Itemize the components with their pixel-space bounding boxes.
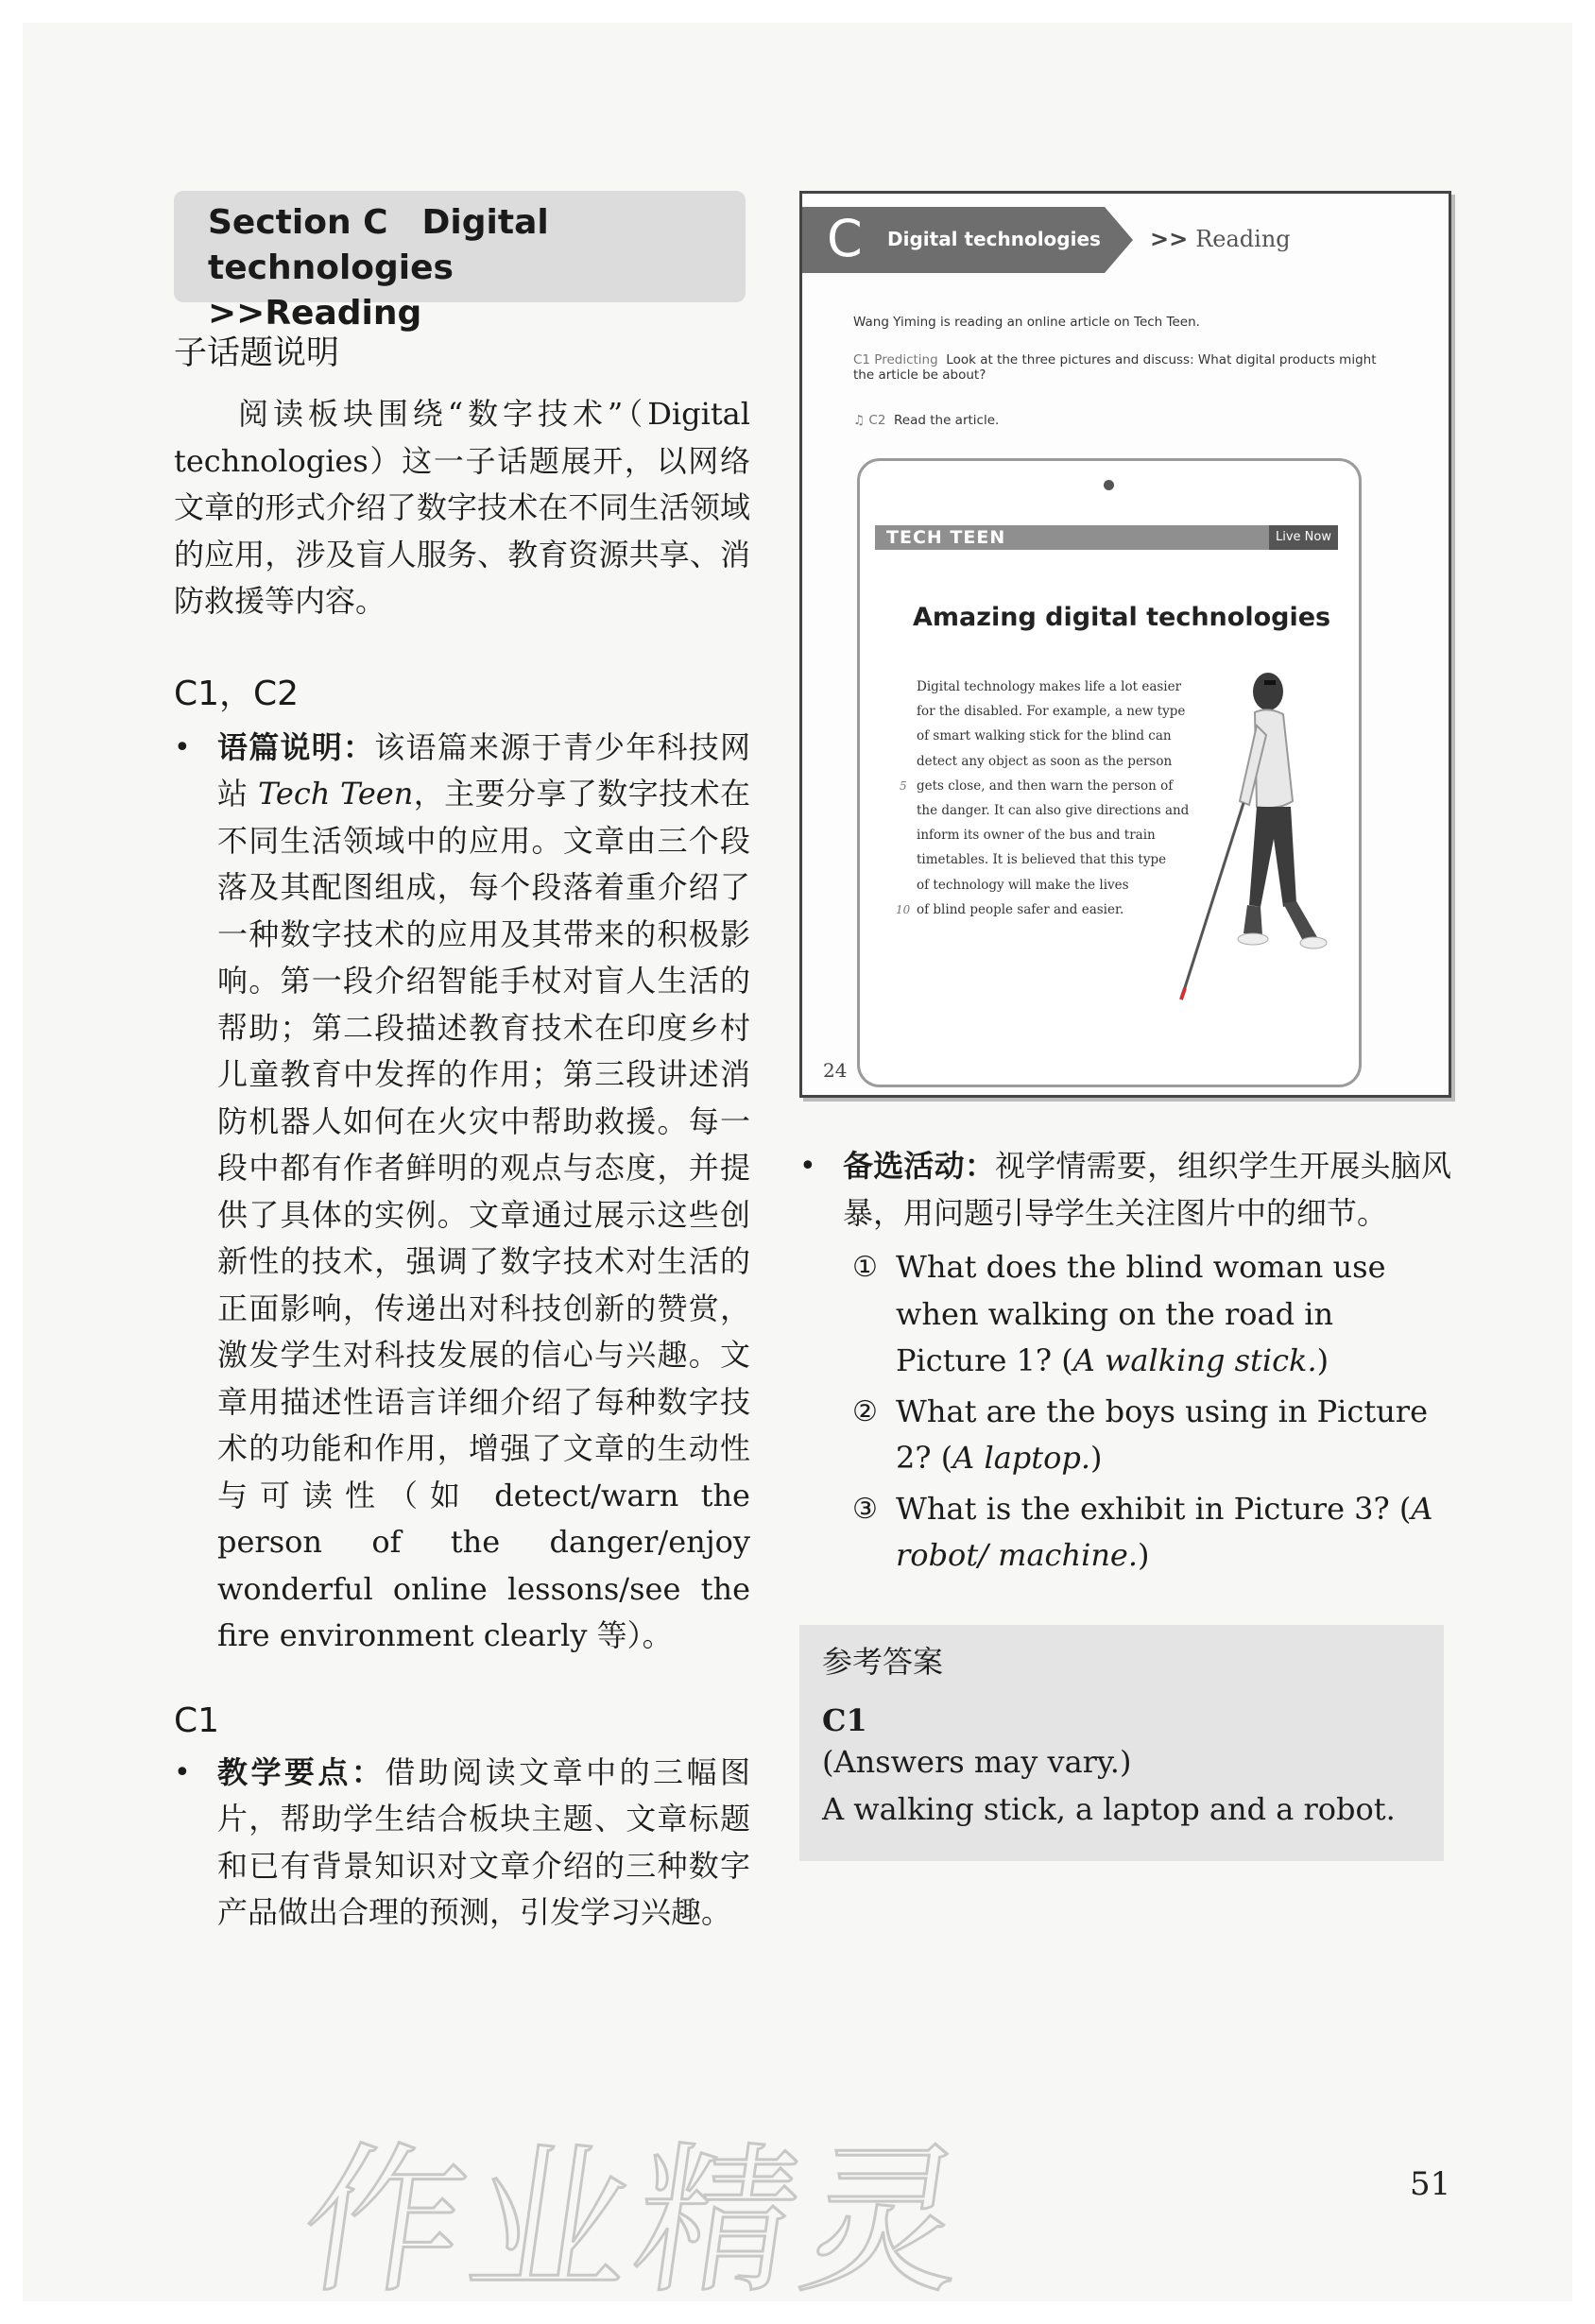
c1c2-site: Tech Teen [258, 776, 414, 812]
alt-activity [799, 1143, 1451, 1580]
article-line: Digital technology makes life a lot easier [917, 679, 1182, 694]
c1-label: 教学要点： [217, 1753, 386, 1790]
book-c-title: Digital technologies [887, 228, 1101, 250]
alt-bullet [799, 1143, 1451, 1237]
book-page-number: 24 [823, 1059, 848, 1082]
line-number: 10 [896, 902, 911, 916]
article-line: 5 gets close, and then warn the person of [917, 774, 1191, 798]
tech-teen-logo: TECH TEEN [886, 527, 1006, 548]
c1-bullet [174, 1750, 750, 1937]
headphones-icon: ♫ [853, 413, 866, 428]
book-c-letter: C [827, 209, 863, 268]
article-line: of smart walking stick for the blind can [917, 728, 1172, 744]
alt-label: 备选活动： [843, 1148, 996, 1184]
blind-woman-illustration [1162, 659, 1342, 1056]
watermark-logo: 作业精灵 [290, 2128, 983, 2315]
book-c1 [853, 352, 1382, 383]
book-reading-label [1150, 226, 1291, 252]
tech-teen-bar [875, 525, 1338, 550]
book-c2-text: Read the article. [894, 413, 1000, 428]
answer-title: 参考答案 [822, 1643, 944, 1680]
c1c2-label: 语篇说明： [217, 728, 375, 765]
left-column [174, 191, 750, 1937]
book-c2-label: C2 [868, 413, 886, 428]
answer-box [799, 1625, 1444, 1861]
article-line: 10 of blind people safer and easier. [917, 897, 1191, 922]
page [23, 23, 1572, 2315]
book-c1-label: C1 Predicting [853, 352, 938, 367]
article-title: Amazing digital technologies [913, 603, 1331, 632]
live-now-badge: Live Now [1269, 525, 1338, 550]
page-number: 51 [1410, 2165, 1451, 2203]
question-number: ② [852, 1394, 878, 1428]
c1c2-bullet [174, 725, 750, 1660]
answer-line: A walking stick, a laptop and a robot. [822, 1790, 1396, 1827]
article-line: for the disabled. For example, a new type [917, 704, 1186, 720]
article-line: detect any object as soon as the person [917, 753, 1173, 769]
question-list [799, 1244, 1451, 1580]
double-arrow-icon: >> [1150, 226, 1189, 252]
subtopic-text: 阅读板块围绕“数字技术”（Digital technologies）这一子话题展开，以网络文章的形式介绍了数字技术在不同生活领域的应用，涉及盲人服务、教育资源共享、消防救援等内容。 [174, 396, 750, 619]
c1c2-text-a: 该语篇来源于青少年科技网站 [217, 728, 750, 812]
alt-text: 视学情需要，组织学生开展头脑风暴，用问题引导学生关注图片中的细节。 [843, 1148, 1451, 1231]
book-c1-text: Look at the three pictures and discuss: What digital products might the article be about? [853, 352, 1377, 383]
tablet-frame [857, 458, 1362, 1087]
textbook-screenshot [799, 191, 1451, 1098]
section-title: Digital technologies [208, 203, 549, 287]
c1-heading: C1 [174, 1700, 220, 1740]
section-sub: >>Reading [208, 294, 422, 333]
book-intro: Wang Yiming is reading an online article on Tech Teen. [853, 315, 1200, 330]
line-number: 5 [900, 778, 907, 793]
section-label: Section C [208, 203, 388, 242]
article-line: the danger. It can also give directions and [917, 803, 1190, 819]
bullet-dot: • [174, 730, 191, 764]
question-item: ① What does the blind woman use when walking on the road in Picture 1? (A walking stick.) [843, 1244, 1451, 1385]
book-c2 [853, 413, 999, 428]
question-number: ① [852, 1251, 878, 1284]
answer-line: (Answers may vary.) [822, 1743, 1132, 1780]
bullet-dot: • [174, 1755, 191, 1789]
section-banner [174, 191, 746, 333]
article-line: inform its owner of the bus and train [917, 828, 1156, 844]
question-item: ② What are the boys using in Picture 2? (A laptop.) [843, 1389, 1451, 1482]
question-number: ③ [852, 1492, 878, 1526]
question-item: ③ What is the exhibit in Picture 3? (A robot/ machine.) [843, 1486, 1451, 1580]
article-body [896, 675, 1191, 922]
article-line: of technology will make the lives [917, 877, 1129, 893]
c1-text: 借助阅读文章中的三幅图片，帮助学生结合板块主题、文章标题和已有背景知识对文章介绍的三种数字产品做出合理的预测，引发学习兴趣。 [217, 1753, 750, 1930]
c1c2-text-b: ，主要分享了数字技术在不同生活领域中的应用。文章由三个段落及其配图组成，每个段落着重介绍了一种数字技术的应用及其带来的积极影响。第一段介绍智能手杖对盲人生活的帮助；第二段描述教育技术在印度乡村儿童教育中发挥的作用；第三段讲述消防机器人如何在火灾中帮助救援。每一段中都有作者鲜明的观点与态度，并提供了具体的实例。文章通过展示这些创新性的技术，强调了数字技术对生活的正面影响，传递出对科技创新的赞赏，激发学生对科技发展的信心与兴趣。文章用描述性语言详细介绍了每种数字技术的功能和作用，增强了文章的生动性与可读性（如 detect/warn the person of the danger/enjoy wonderful online lessons/see the fire environment clearly 等）。 [217, 776, 750, 1653]
article-line: timetables. It is believed that this type [917, 852, 1167, 868]
bullet-dot: • [799, 1150, 816, 1183]
c1c2-heading: C1，C2 [174, 674, 300, 713]
tablet-camera [1104, 480, 1114, 490]
subtopic-heading: 子话题说明 [174, 334, 340, 372]
right-column [799, 191, 1451, 1861]
book-reading-text: Reading [1195, 226, 1291, 252]
book-header [802, 207, 1451, 273]
answer-c1-label: C1 [822, 1701, 867, 1738]
